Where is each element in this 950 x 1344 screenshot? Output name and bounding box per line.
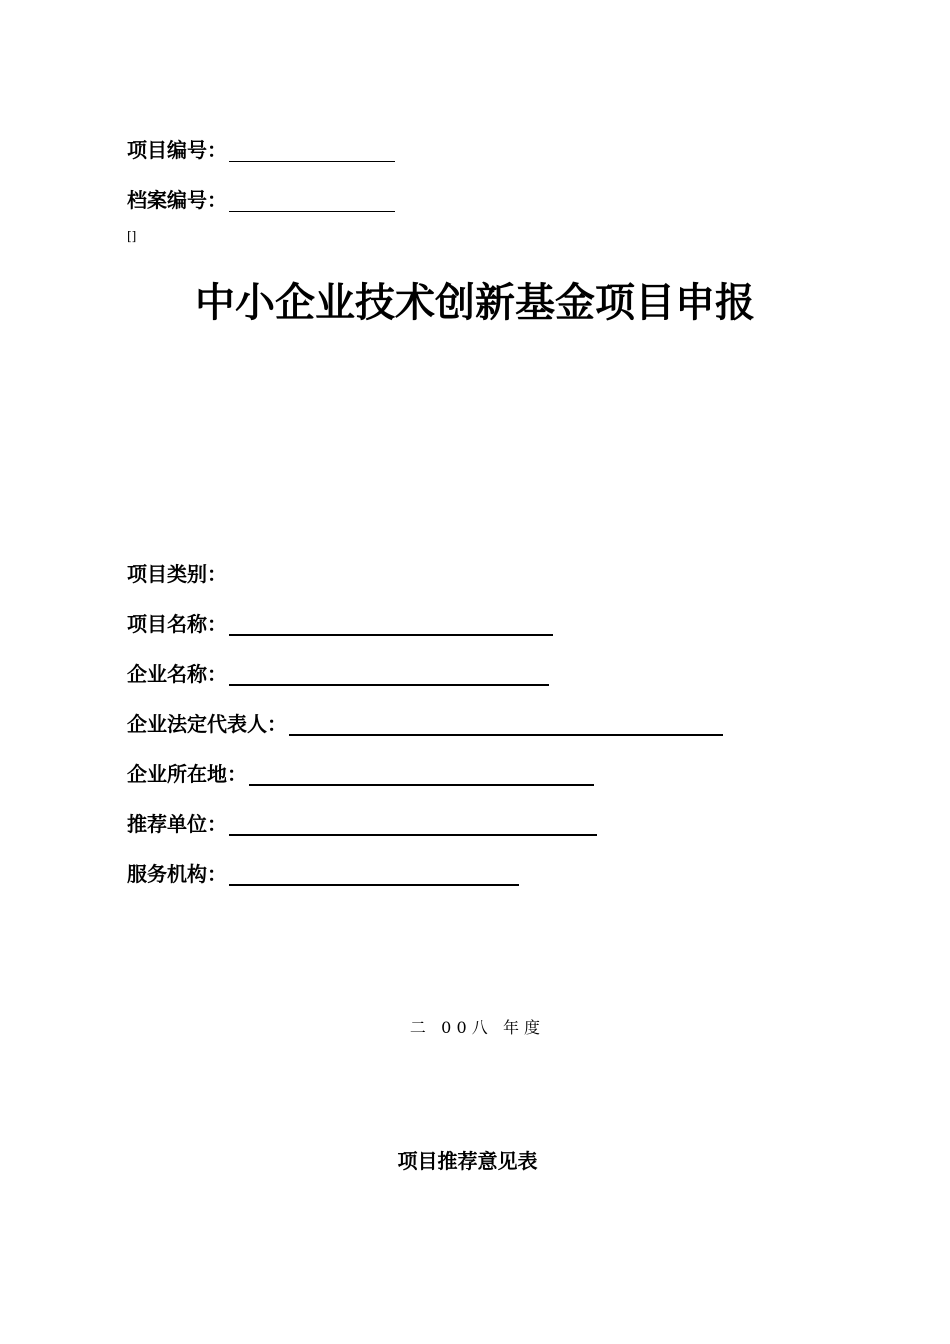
project-category-label: 项目类别： <box>127 562 227 586</box>
project-name-line <box>229 612 553 636</box>
company-name-label: 企业名称： <box>127 662 227 686</box>
project-name-field <box>127 612 553 636</box>
project-name-label: 项目名称： <box>127 612 227 636</box>
company-location-line <box>249 762 594 786</box>
legal-representative-line <box>289 712 723 736</box>
project-number-line <box>229 139 395 162</box>
recommending-unit-field <box>127 812 597 836</box>
service-organization-label: 服务机构： <box>127 862 227 886</box>
service-organization-field <box>127 862 519 886</box>
bracket-mark: [] <box>127 229 137 243</box>
project-number-label: 项目编号： <box>127 138 227 162</box>
recommending-unit-label: 推荐单位： <box>127 812 227 836</box>
recommending-unit-line <box>229 812 597 836</box>
company-location-label: 企业所在地： <box>127 762 247 786</box>
service-organization-line <box>229 862 519 886</box>
company-name-line <box>229 662 549 686</box>
project-category-field <box>127 562 227 586</box>
company-location-field <box>127 762 594 786</box>
main-title: 中小企业技术创新基金项目申报 <box>195 280 755 326</box>
year-text: 二 0 0 八 年 度 <box>409 1018 541 1037</box>
legal-representative-field <box>127 712 723 736</box>
archive-number-line <box>229 189 395 212</box>
archive-number-label: 档案编号： <box>127 188 227 212</box>
company-name-field <box>127 662 549 686</box>
legal-representative-label: 企业法定代表人： <box>127 712 287 736</box>
archive-number-field <box>127 188 395 212</box>
recommendation-form-title: 项目推荐意见表 <box>397 1149 538 1173</box>
project-number-field <box>127 138 395 162</box>
